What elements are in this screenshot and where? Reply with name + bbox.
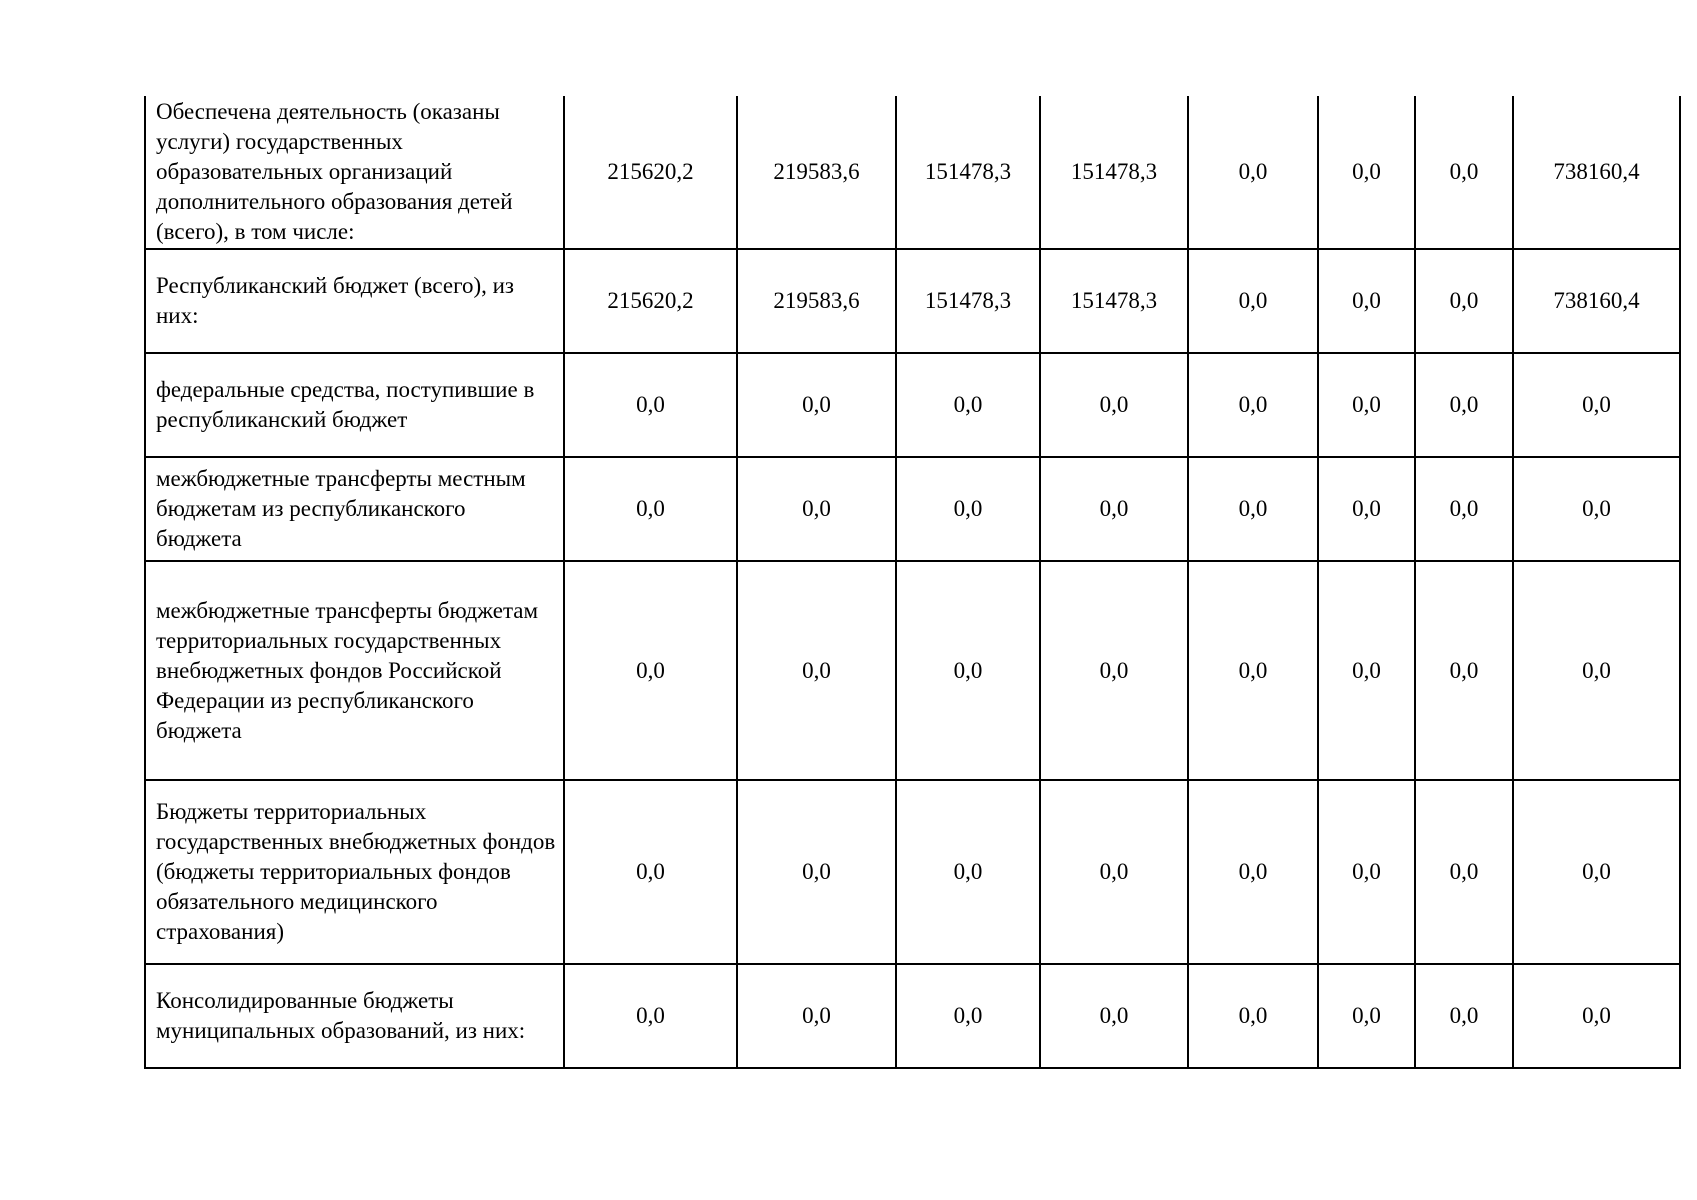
table-cell: 0,0 [1040, 561, 1188, 780]
table-cell: 0,0 [1513, 353, 1680, 457]
row-label: Консолидированные бюджеты муниципальных образований, из них: [145, 964, 564, 1068]
table-cell: 0,0 [737, 353, 896, 457]
table-row [145, 96, 1680, 249]
table-cell: 0,0 [737, 780, 896, 964]
table-cell: 0,0 [1040, 353, 1188, 457]
table-cell: 219583,6 [737, 249, 896, 353]
table-cell: 0,0 [1513, 561, 1680, 780]
table-cell: 0,0 [896, 964, 1040, 1068]
table-cell: 0,0 [1318, 249, 1415, 353]
table-row [145, 780, 1680, 964]
table-cell: 0,0 [737, 964, 896, 1068]
table-cell: 0,0 [896, 353, 1040, 457]
table-cell: 0,0 [1415, 561, 1513, 780]
table-cell: 0,0 [1188, 96, 1318, 249]
table-cell: 738160,4 [1513, 249, 1680, 353]
table-row [145, 353, 1680, 457]
table-cell: 0,0 [1318, 96, 1415, 249]
table-cell: 0,0 [1318, 457, 1415, 561]
table-cell: 0,0 [1040, 457, 1188, 561]
table-cell: 215620,2 [564, 249, 737, 353]
table-cell: 0,0 [564, 964, 737, 1068]
table-cell: 0,0 [737, 457, 896, 561]
budget-table-body [145, 96, 1680, 1068]
table-cell: 738160,4 [1513, 96, 1680, 249]
table-cell: 0,0 [1513, 964, 1680, 1068]
table-cell: 0,0 [1415, 457, 1513, 561]
row-label: Бюджеты территориальных государственных внебюджетных фондов (бюджеты территориальных фондов обязательного медицинского страхования) [145, 780, 564, 964]
table-cell: 151478,3 [1040, 249, 1188, 353]
table-cell: 0,0 [896, 457, 1040, 561]
table-cell: 0,0 [1188, 457, 1318, 561]
row-label: Обеспечена деятельность (оказаны услуги) государственных образовательных организаций дополнительного образования детей (всего), в том числе: [145, 96, 564, 249]
table-cell: 0,0 [896, 561, 1040, 780]
table-cell: 0,0 [1040, 964, 1188, 1068]
table-cell: 0,0 [1415, 249, 1513, 353]
table-cell: 0,0 [1318, 780, 1415, 964]
table-row [145, 561, 1680, 780]
table-cell: 0,0 [564, 457, 737, 561]
table-cell: 0,0 [1188, 964, 1318, 1068]
table-cell: 0,0 [1318, 964, 1415, 1068]
table-cell: 0,0 [1513, 457, 1680, 561]
table-cell: 0,0 [1040, 780, 1188, 964]
table-cell: 219583,6 [737, 96, 896, 249]
table-cell: 151478,3 [896, 96, 1040, 249]
row-label: Республиканский бюджет (всего), из них: [145, 249, 564, 353]
table-cell: 0,0 [1415, 353, 1513, 457]
table-cell: 0,0 [1318, 353, 1415, 457]
table-cell: 151478,3 [896, 249, 1040, 353]
table-cell: 0,0 [1318, 561, 1415, 780]
row-label: межбюджетные трансферты местным бюджетам из республиканского бюджета [145, 457, 564, 561]
table-cell: 0,0 [1188, 353, 1318, 457]
table-cell: 0,0 [896, 780, 1040, 964]
table-cell: 0,0 [564, 353, 737, 457]
budget-table [144, 96, 1681, 1069]
row-label: федеральные средства, поступившие в республиканский бюджет [145, 353, 564, 457]
table-cell: 0,0 [1415, 96, 1513, 249]
table-row [145, 457, 1680, 561]
table-cell: 215620,2 [564, 96, 737, 249]
table-cell: 0,0 [1188, 561, 1318, 780]
table-cell: 0,0 [1415, 780, 1513, 964]
table-cell: 0,0 [564, 561, 737, 780]
table-cell: 0,0 [1188, 249, 1318, 353]
table-cell: 0,0 [1513, 780, 1680, 964]
table-row [145, 249, 1680, 353]
table-cell: 0,0 [1188, 780, 1318, 964]
table-cell: 0,0 [564, 780, 737, 964]
table-cell: 0,0 [737, 561, 896, 780]
table-row [145, 964, 1680, 1068]
table-cell: 0,0 [1415, 964, 1513, 1068]
row-label: межбюджетные трансферты бюджетам территориальных государственных внебюджетных фондов Российской Федерации из республиканского бюджета [145, 561, 564, 780]
table-cell: 151478,3 [1040, 96, 1188, 249]
